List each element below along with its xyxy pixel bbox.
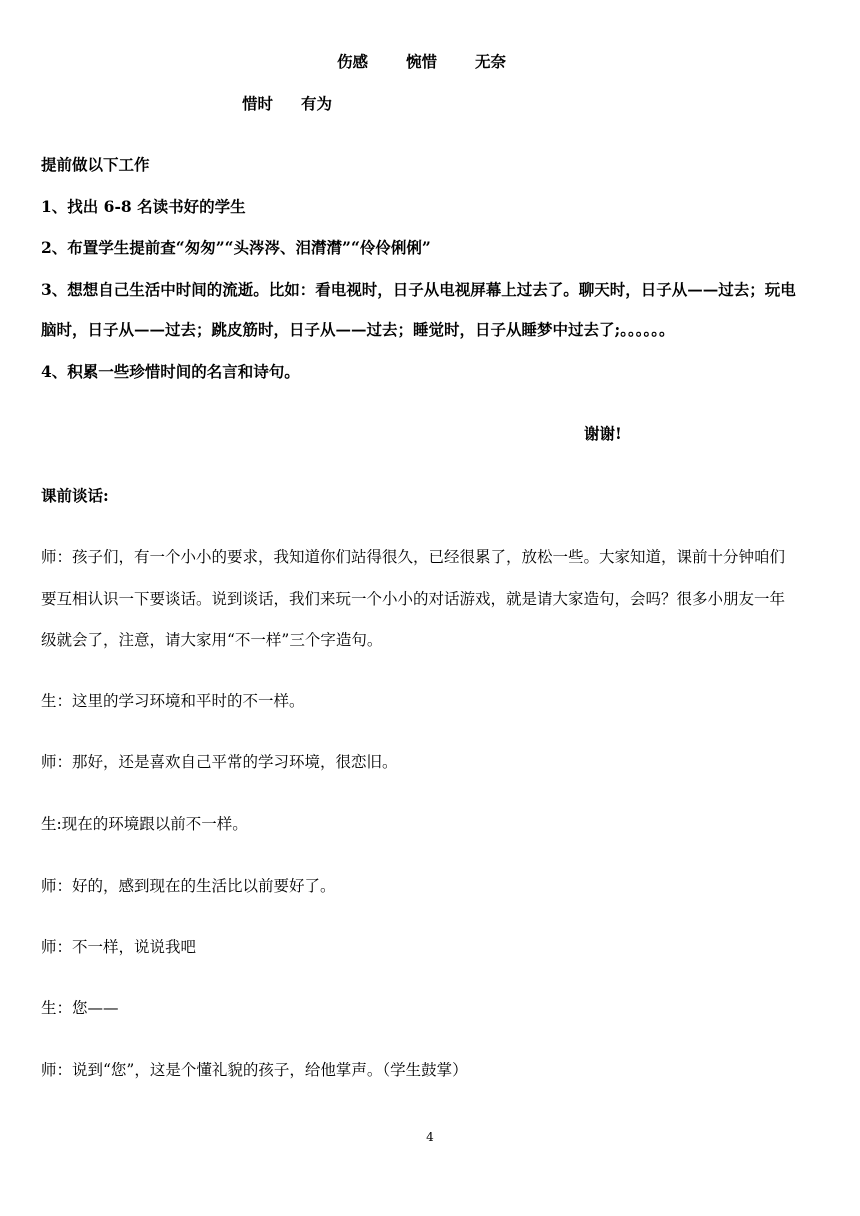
thanks-text: 谢谢! <box>584 424 622 443</box>
page-number: 4 <box>426 1130 434 1144</box>
dialogue-line-1: 生：这里的学习环境和平时的不一样。 <box>41 692 305 710</box>
dialogue-line-4: 师：好的，感到现在的生活比以前要好了。 <box>41 877 336 895</box>
keyword-3: 无奈 <box>475 52 507 71</box>
header-keywords-row1 <box>337 52 506 72</box>
pretalk-paragraph-line-2: 要互相认识一下要谈话。说到谈话，我们来玩一个小小的对话游戏，就是请大家造句，会吗？很多小朋友一年 <box>41 590 786 608</box>
dialogue-line-5: 师：不一样，说说我吧 <box>41 938 197 956</box>
preparation-item-1: 1、找出 6-8 名读书好的学生 <box>41 197 246 216</box>
preparation-item-4: 4、积累一些珍惜时间的名言和诗句。 <box>41 362 300 381</box>
dialogue-line-3: 生:现在的环境跟以前不一样。 <box>41 815 248 833</box>
pretalk-heading: 课前谈话: <box>41 486 109 505</box>
pretalk-paragraph-line-1: 师：孩子们，有一个小小的要求，我知道你们站得很久，已经很累了，放松一些。大家知道，课前十分钟咱们 <box>41 548 786 566</box>
dialogue-line-2: 师：那好，还是喜欢自己平常的学习环境，很恋旧。 <box>41 753 398 771</box>
header-keywords-row2 <box>242 94 332 114</box>
keyword-1: 伤感 <box>337 52 369 71</box>
keyword-4: 惜时 <box>242 94 274 113</box>
keyword-2: 惋惜 <box>406 52 438 71</box>
preparation-item-3: 3、想想自己生活中时间的流逝。比如：看电视时，日子从电视屏幕上过去了。聊天时，日子从——过去；玩电 <box>41 280 796 299</box>
preparation-heading: 提前做以下工作 <box>41 155 150 174</box>
dialogue-line-7: 师：说到“您”，这是个懂礼貌的孩子，给他掌声。（学生鼓掌） <box>41 1061 468 1079</box>
preparation-item-2: 2、布置学生提前查“匆匆”“头涔涔、泪潸潸”“伶伶俐俐” <box>41 238 431 257</box>
keyword-5: 有为 <box>301 94 333 113</box>
pretalk-paragraph-line-3: 级就会了，注意，请大家用“不一样”三个字造句。 <box>41 631 383 649</box>
dialogue-line-6: 生：您—— <box>41 999 119 1017</box>
preparation-item-3-cont: 脑时，日子从——过去；跳皮筋时，日子从——过去；睡觉时，日子从睡梦中过去了;。。。。。。 <box>41 320 675 339</box>
